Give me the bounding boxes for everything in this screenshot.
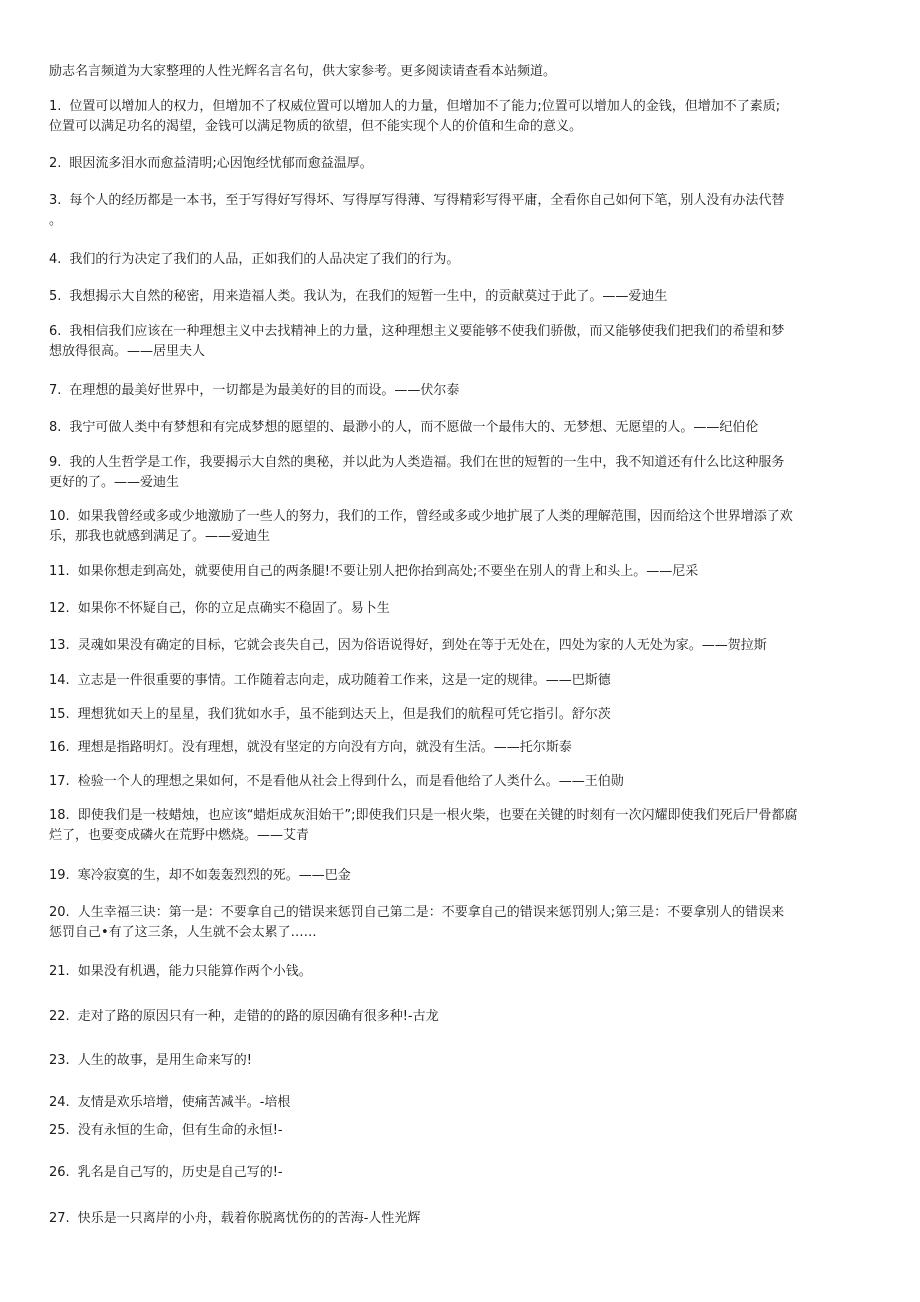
quote-text: 快乐是一只离岸的小舟，载着你脱离忧伤的的苦海-人性光辉 (77, 1211, 421, 1226)
quote-number: 23. (49, 1053, 70, 1068)
quote-number: 10. (49, 509, 70, 524)
quote-text: 乳名是自己写的，历史是自己写的!- (77, 1165, 283, 1180)
quote-item (49, 962, 875, 982)
quote-text: 我宁可做人类中有梦想和有完成梦想的愿望的、最渺小的人，而不愿做一个最伟大的、无梦想、无愿望的人。——纪伯伦 (69, 420, 759, 435)
quote-text: 理想犹如天上的星星，我们犹如水手，虽不能到达天上，但是我们的航程可凭它指引。舒尔茨 (77, 707, 611, 722)
quote-item (49, 507, 875, 547)
quote-item (49, 562, 875, 582)
quote-text: 眼因流多泪水而愈益清明;心因饱经忧郁而愈益温厚。 (69, 156, 373, 171)
quote-number: 12. (49, 601, 70, 616)
quote-text: 位置可以增加人的权力，但增加不了权威位置可以增加人的力量，但增加不了能力;位置可以增加人的金钱，但增加不了素质; 位置可以满足功名的渴望，金钱可以满足物质的欲望，但不能实现个人的价值和生命的意义。 (49, 99, 781, 134)
quote-text: 每个人的经历都是一本书，至于写得好写得坏、写得厚写得薄、写得精彩写得平庸，全看你自己如何下笔，别人没有办法代替 。 (49, 193, 785, 228)
quote-text: 友情是欢乐培增，使痛苦减半。-培根 (77, 1095, 291, 1110)
quote-number: 22. (49, 1009, 70, 1024)
quote-number: 9. (49, 455, 62, 470)
quote-item (49, 1121, 875, 1141)
quote-text: 灵魂如果没有确定的目标，它就会丧失自己，因为俗语说得好，到处在等于无处在，四处为家的人无处为家。——贺拉斯 (77, 638, 767, 653)
quote-text: 检验一个人的理想之果如何，不是看他从社会上得到什么，而是看他给了人类什么。——王伯勋 (77, 774, 624, 789)
quote-item (49, 705, 875, 725)
quote-number: 1. (49, 99, 62, 114)
quote-item (49, 738, 875, 758)
quote-text: 如果你想走到高处，就要使用自己的两条腿!不要让别人把你抬到高处;不要坐在别人的背上和头上。——尼采 (77, 564, 699, 579)
quote-item (49, 806, 875, 846)
quote-number: 8. (49, 420, 62, 435)
quote-text: 我想揭示大自然的秘密，用来造福人类。我认为，在我们的短暂一生中，的贡献莫过于此了。——爱迪生 (69, 289, 668, 304)
quote-text: 我的人生哲学是工作，我要揭示大自然的奥秘，并以此为人类造福。我们在世的短暂的一生中，我不知道还有什么比这种服务 更好的了。——爱迪生 (49, 455, 785, 490)
quote-item (49, 418, 875, 438)
quote-text: 理想是指路明灯。没有理想，就没有坚定的方向没有方向，就没有生活。——托尔斯泰 (77, 740, 572, 755)
quote-text: 人生的故事，是用生命来写的! (77, 1053, 252, 1068)
quote-text: 如果你不怀疑自己，你的立足点确实不稳固了。易卜生 (77, 601, 390, 616)
quote-number: 27. (49, 1211, 70, 1226)
quote-number: 26. (49, 1165, 70, 1180)
quote-item (49, 1209, 875, 1229)
quote-item (49, 287, 875, 307)
quote-item (49, 903, 875, 943)
quote-number: 17. (49, 774, 70, 789)
quote-number: 16. (49, 740, 70, 755)
quote-text: 寒冷寂寞的生，却不如轰轰烈烈的死。——巴金 (77, 868, 351, 883)
quote-number: 2. (49, 156, 62, 171)
quote-text: 如果我曾经或多或少地激励了一些人的努力，我们的工作，曾经或多或少地扩展了人类的理解范围，因而给这个世界增添了欢 乐，那我也就感到满足了。——爱迪生 (49, 509, 793, 544)
quote-item (49, 866, 875, 886)
quote-number: 13. (49, 638, 70, 653)
quote-item (49, 97, 875, 137)
quote-item (49, 191, 875, 231)
quote-text: 立志是一件很重要的事情。工作随着志向走，成功随着工作来，这是一定的规律。——巴斯德 (77, 673, 611, 688)
quote-number: 3. (49, 193, 62, 208)
quote-number: 7. (49, 383, 62, 398)
quote-item (49, 772, 875, 792)
quote-item (49, 453, 875, 493)
quote-text: 走对了路的原因只有一种，走错的的路的原因确有很多种!-古龙 (77, 1009, 439, 1024)
quote-text: 在理想的最美好世界中，一切都是为最美好的目的而设。——伏尔泰 (69, 383, 460, 398)
intro-paragraph: 励志名言频道为大家整理的人性光辉名言名句，供大家参考。更多阅读请查看本站频道。 (49, 64, 557, 79)
quote-text: 我相信我们应该在一种理想主义中去找精神上的力量，这种理想主义要能够不使我们骄傲，而又能够使我们把我们的希望和梦 想放得很高。——居里夫人 (49, 324, 785, 359)
quote-item (49, 1163, 875, 1183)
quote-item (49, 636, 875, 656)
quote-item (49, 1093, 875, 1113)
quote-number: 18. (49, 808, 70, 823)
quote-item (49, 154, 875, 174)
quote-number: 21. (49, 964, 70, 979)
quote-number: 6. (49, 324, 62, 339)
quote-number: 24. (49, 1095, 70, 1110)
quote-text: 人生幸福三诀：第一是：不要拿自己的错误来惩罚自己第二是：不要拿自己的错误来惩罚别人;第三是：不要拿别人的错误来 惩罚自己•有了这三条，人生就不会太累了…… (49, 905, 785, 940)
quote-text: 如果没有机遇，能力只能算作两个小钱。 (77, 964, 312, 979)
quote-number: 4. (49, 252, 62, 267)
quote-number: 15. (49, 707, 70, 722)
quote-item (49, 1051, 875, 1071)
quote-item (49, 671, 875, 691)
quote-item (49, 322, 875, 362)
quote-number: 19. (49, 868, 70, 883)
quote-number: 20. (49, 905, 70, 920)
quote-text: 没有永恒的生命，但有生命的永恒!- (77, 1123, 283, 1138)
quote-item (49, 250, 875, 270)
quote-text: 我们的行为决定了我们的人品，正如我们的人品决定了我们的行为。 (69, 252, 460, 267)
quote-number: 11. (49, 564, 70, 579)
quote-text: 即使我们是一枝蜡烛，也应该“蜡炬成灰泪始干”;即使我们只是一根火柴，也要在关键的时刻有一次闪耀即使我们死后尸骨都腐 烂了，也要变成磷火在荒野中燃烧。——艾青 (49, 808, 798, 843)
quote-number: 5. (49, 289, 62, 304)
quote-item (49, 599, 875, 619)
quote-number: 25. (49, 1123, 70, 1138)
quote-item (49, 1007, 875, 1027)
quote-item (49, 381, 875, 401)
quote-number: 14. (49, 673, 70, 688)
